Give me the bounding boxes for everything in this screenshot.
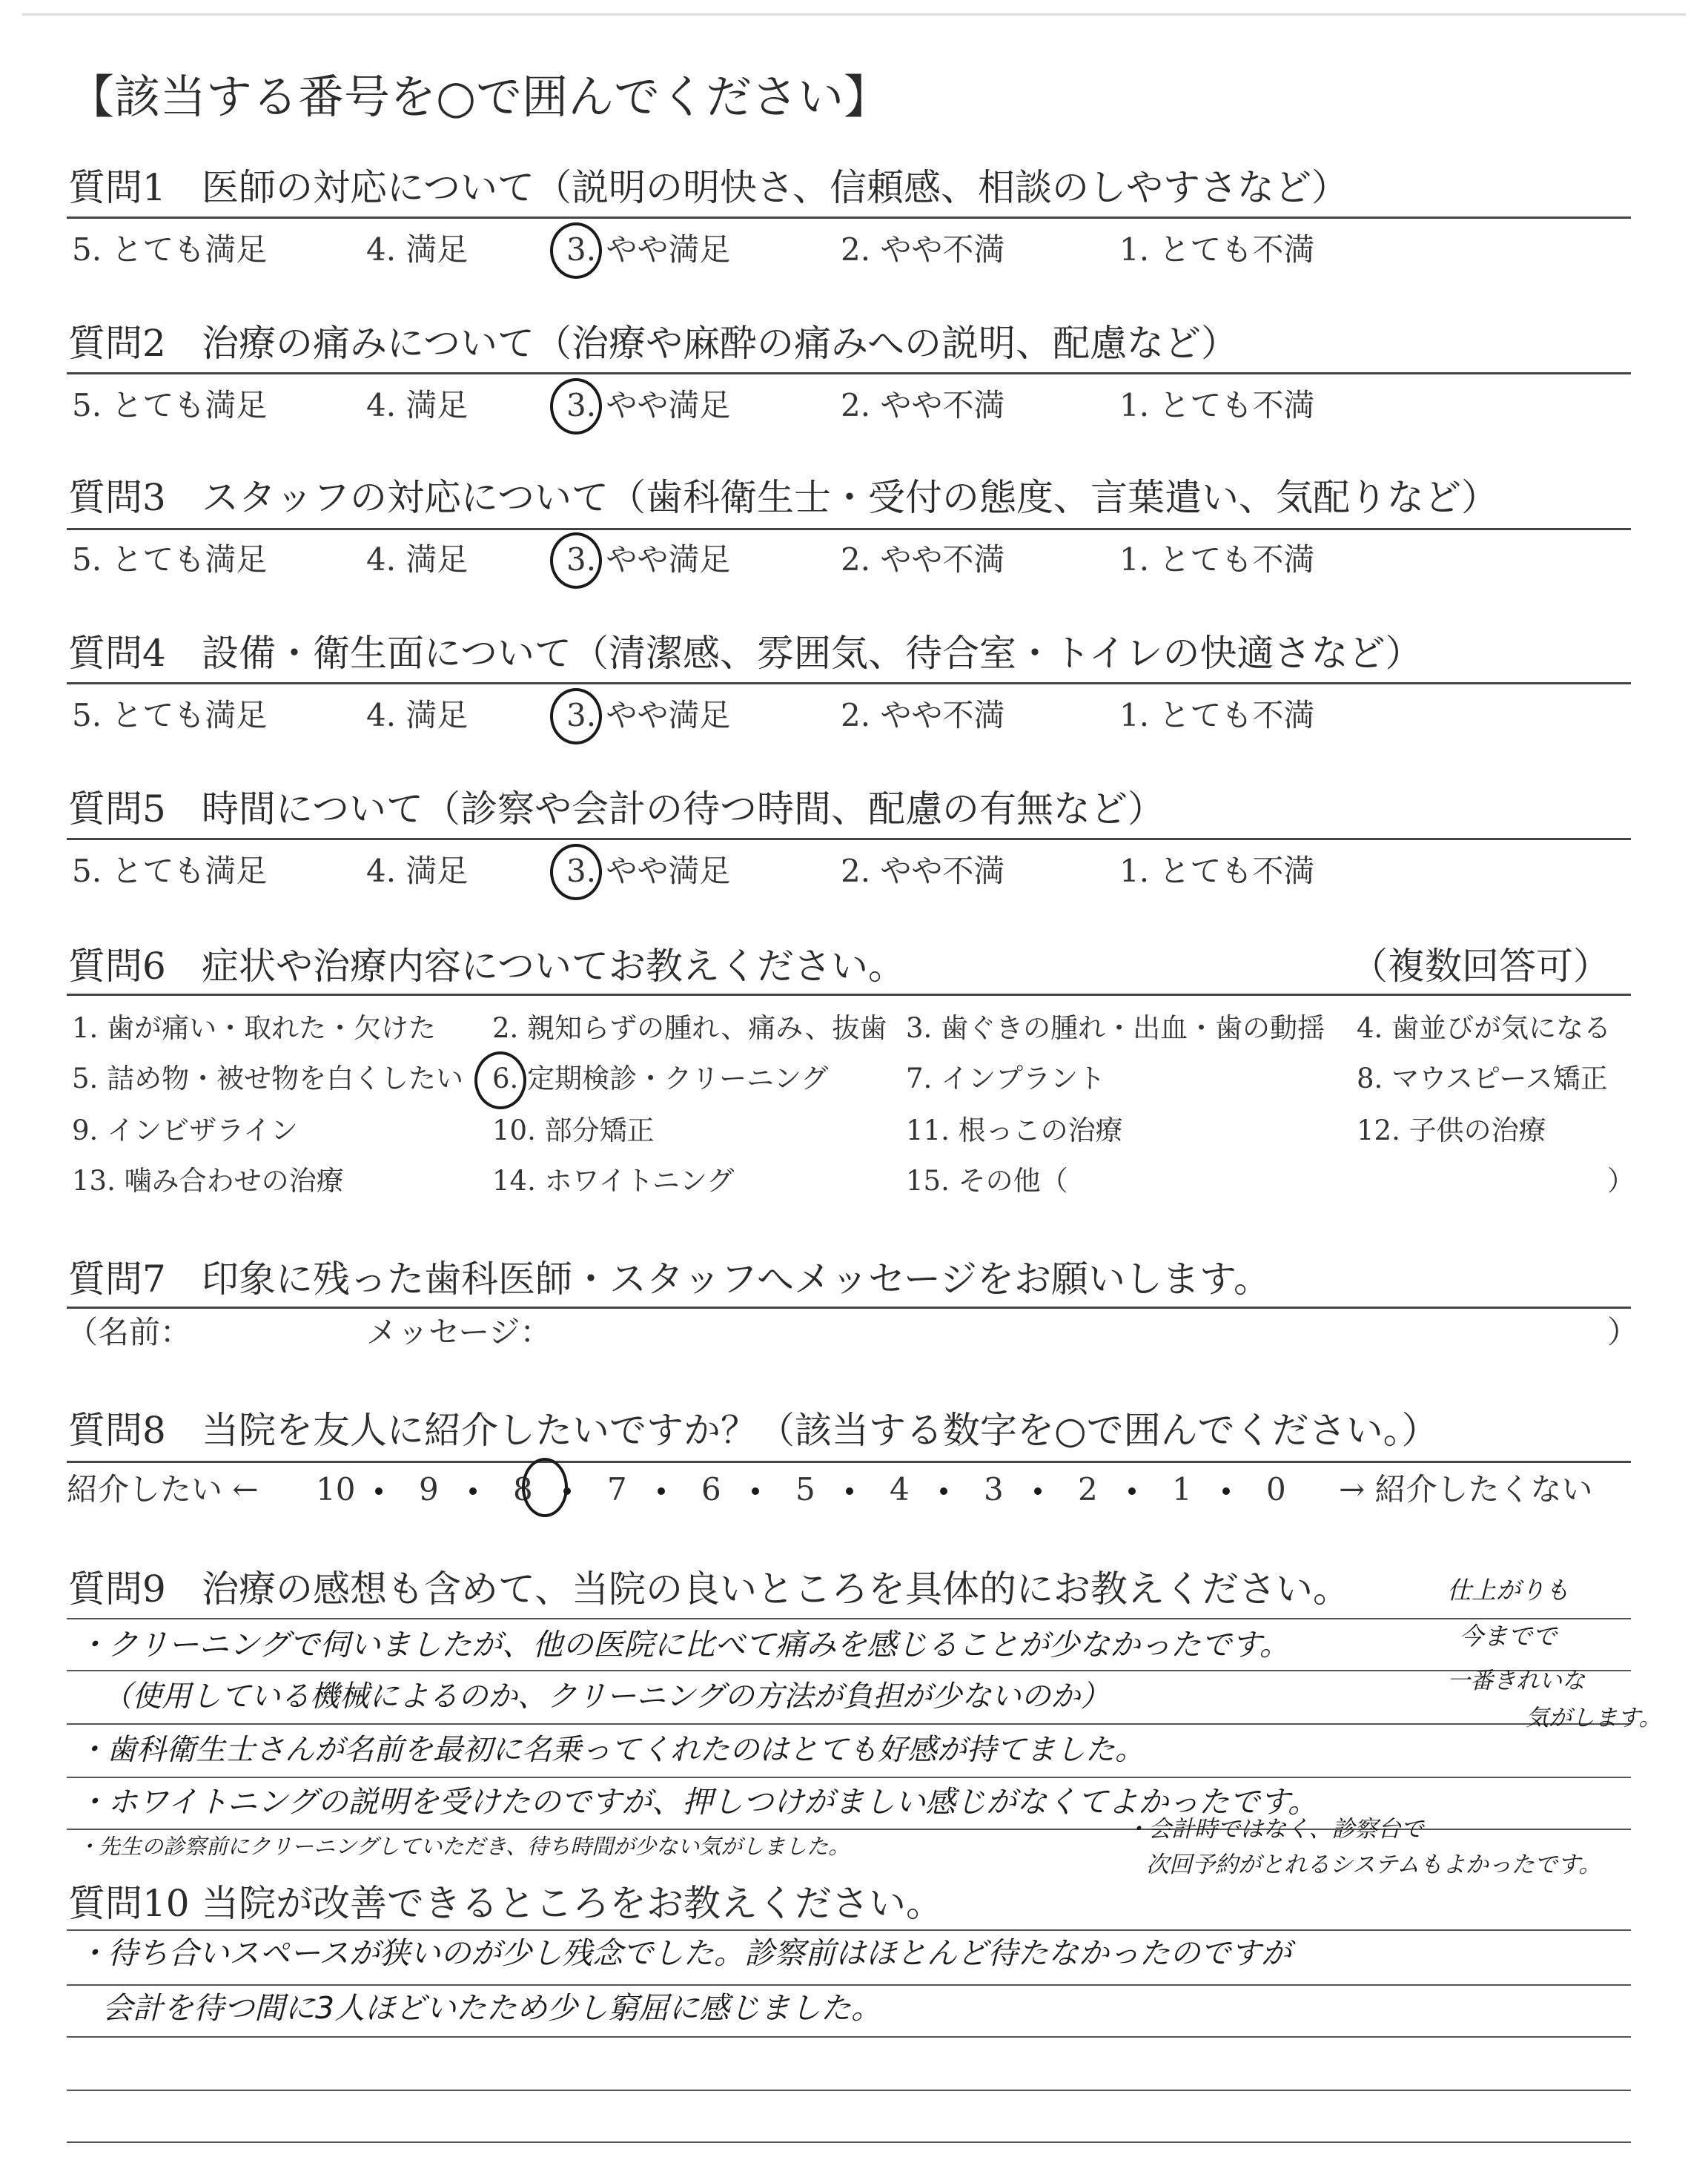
q8-scale-separator	[1034, 1487, 1042, 1495]
q2-opt-2[interactable]: 2. やや不満	[841, 387, 1005, 423]
q1-label: 質問1	[68, 166, 166, 209]
q6-opt-8[interactable]: 8. マウスピース矯正	[1357, 1063, 1608, 1094]
q5-opt-1[interactable]: 1. とても不満	[1119, 853, 1315, 889]
q6-opt-10[interactable]: 10. 部分矯正	[492, 1114, 655, 1146]
q7-close-paren: ）	[1607, 1314, 1639, 1350]
q8-scale-value-6[interactable]: 6	[701, 1471, 721, 1507]
q9-side-note-1: 仕上がりも	[1447, 1576, 1569, 1605]
q8-scale-value-4[interactable]: 4	[890, 1471, 910, 1507]
q9-line-1	[67, 1618, 1631, 1619]
q1-opt-5[interactable]: 5. とても満足	[72, 231, 268, 268]
q8-scale-value-1[interactable]: 1	[1172, 1471, 1192, 1507]
q9-answer-1: ・クリーニングで伺いましたが、他の医院に比べて痛みを感じることが少なかったです。	[77, 1627, 1290, 1662]
q6-opt-1[interactable]: 1. 歯が痛い・取れた・欠けた	[72, 1012, 437, 1044]
q10-line-1	[67, 1929, 1631, 1931]
q9-line-3	[67, 1723, 1631, 1725]
q2-opt-5[interactable]: 5. とても満足	[72, 387, 268, 423]
q6-opt-14[interactable]: 14. ホワイトニング	[492, 1165, 735, 1197]
q1-answer-circle	[550, 222, 602, 279]
q8-scale-value-3[interactable]: 3	[984, 1471, 1004, 1507]
q5-opt-5[interactable]: 5. とても満足	[72, 853, 268, 889]
q8-scale-value-10[interactable]: 10	[316, 1471, 356, 1507]
q8-scale-separator	[658, 1487, 665, 1495]
q3-opt-1[interactable]: 1. とても不満	[1119, 541, 1315, 578]
q3-rule	[67, 528, 1631, 530]
q5-rule	[67, 838, 1631, 840]
q6-opt-2[interactable]: 2. 親知らずの腫れ、痛み、抜歯	[492, 1012, 887, 1044]
q8-answer-circle	[522, 1458, 568, 1517]
q6-text: 症状や治療内容についてお教えください。	[202, 945, 905, 988]
q3-opt-3[interactable]: 3. やや満足	[566, 541, 731, 578]
q10-text: 当院が改善できるところをお教えください。	[202, 1882, 943, 1925]
q5-answer-circle	[550, 844, 602, 900]
q4-rule	[67, 682, 1631, 684]
q8-scale-separator	[1222, 1487, 1230, 1495]
q9-answer-3: ・歯科衛生士さんが名前を最初に名乗ってくれたのはとても好感が持てました。	[77, 1733, 1145, 1767]
q9-side-note-2: 今までで	[1459, 1622, 1557, 1651]
q8-scale-value-5[interactable]: 5	[795, 1471, 815, 1507]
q10-answer-1: ・待ち合いスペースが狭いのが少し残念でした。診察前はほとんど待たなかったのですが	[77, 1935, 1291, 1971]
q10-line-3	[67, 2036, 1631, 2038]
page-title: 【該当する番号を○で囲んでください】	[68, 70, 890, 124]
q8-scale-separator	[375, 1487, 383, 1495]
q8-text: 当院を友人に紹介したいですか？（該当する数字を○で囲んでください。）	[202, 1409, 1439, 1452]
q3-answer-circle	[550, 532, 602, 589]
q6-opt-4[interactable]: 4. 歯並びが気になる	[1357, 1012, 1612, 1044]
q6-opt-5[interactable]: 5. 詰め物・被せ物を白くしたい	[72, 1063, 464, 1094]
q5-opt-2[interactable]: 2. やや不満	[841, 853, 1005, 889]
q5-label: 質問5	[68, 787, 166, 830]
q6-opt-15[interactable]: 15. その他（	[906, 1165, 1068, 1197]
q2-answer-circle	[550, 378, 602, 435]
q8-scale-separator	[469, 1487, 477, 1495]
q10-line-2	[67, 1984, 1631, 1986]
q8-scale-value-9[interactable]: 9	[419, 1471, 439, 1507]
q9-label: 質問9	[68, 1568, 166, 1611]
q6-rule	[67, 994, 1631, 996]
q2-label: 質問2	[68, 322, 166, 365]
q6-answer-circle	[474, 1051, 526, 1109]
q9-side-note-4: 気がします。	[1526, 1705, 1662, 1731]
q4-opt-2[interactable]: 2. やや不満	[841, 697, 1005, 733]
q2-opt-1[interactable]: 1. とても不満	[1119, 387, 1315, 423]
q6-opt-9[interactable]: 9. インビザライン	[72, 1114, 298, 1146]
q3-label: 質問3	[68, 476, 166, 519]
q8-scale-value-2[interactable]: 2	[1078, 1471, 1098, 1507]
q5-text: 時間について（診察や会計の待つ時間、配慮の有無など）	[202, 787, 1165, 830]
q7-rule	[67, 1307, 1631, 1309]
q10-answer-2: 会計を待つ間に3人ほどいたため少し窮屈に感じました。	[102, 1990, 882, 2026]
q7-label: 質問7	[68, 1258, 166, 1301]
q9-extra-note-1: ・会計時ではなく、診察台で	[1125, 1816, 1424, 1843]
q3-opt-4[interactable]: 4. 満足	[366, 541, 469, 578]
q10-line-4	[67, 2090, 1631, 2091]
q8-right-label: → 紹介したくない	[1339, 1471, 1593, 1507]
q8-scale-value-7[interactable]: 7	[607, 1471, 627, 1507]
q6-other-close: ）	[1607, 1165, 1635, 1197]
q10-line-5	[67, 2141, 1631, 2143]
q1-text: 医師の対応について（説明の明快さ、信頼感、相談のしやすさなど）	[202, 166, 1348, 209]
q4-opt-4[interactable]: 4. 満足	[366, 697, 469, 733]
q9-answer-5: ・先生の診察前にクリーニングしていただき、待ち時間が少ない気がしました。	[77, 1834, 850, 1859]
q6-label: 質問6	[68, 945, 166, 988]
q2-rule	[67, 372, 1631, 374]
q4-opt-1[interactable]: 1. とても不満	[1119, 697, 1315, 733]
q4-opt-5[interactable]: 5. とても満足	[72, 697, 268, 733]
q9-answer-4: ・ホワイトニングの説明を受けたのですが、押しつけがましい感じがなくてよかったです。	[77, 1784, 1319, 1820]
q2-opt-4[interactable]: 4. 満足	[366, 387, 469, 423]
q6-opt-12[interactable]: 12. 子供の治療	[1357, 1114, 1546, 1146]
q4-opt-3[interactable]: 3. やや満足	[566, 697, 731, 733]
q9-line-2	[67, 1670, 1631, 1671]
q6-opt-3[interactable]: 3. 歯ぐきの腫れ・出血・歯の動揺	[906, 1012, 1325, 1044]
q6-opt-13[interactable]: 13. 噛み合わせの治療	[72, 1165, 344, 1197]
q8-left-label: 紹介したい ←	[67, 1471, 259, 1507]
q9-extra-note-2: 次回予約がとれるシステムもよかったです。	[1146, 1852, 1602, 1878]
q3-opt-5[interactable]: 5. とても満足	[72, 541, 268, 578]
q8-scale-separator	[752, 1487, 759, 1495]
q9-side-note-3: 一番きれいな	[1447, 1668, 1585, 1694]
q8-scale-separator	[1128, 1487, 1136, 1495]
q7-message-label: メッセージ：	[366, 1314, 552, 1350]
q8-scale-separator	[940, 1487, 947, 1495]
q5-opt-3[interactable]: 3. やや満足	[566, 853, 731, 889]
q4-answer-circle	[550, 688, 602, 744]
q3-text: スタッフの対応について（歯科衛生士・受付の態度、言葉遣い、気配りなど）	[202, 476, 1498, 519]
q8-scale-separator	[846, 1487, 853, 1495]
q8-scale-value-8[interactable]: 8	[513, 1471, 533, 1507]
q4-label: 質問4	[68, 632, 166, 675]
q6-opt-6[interactable]: 6. 定期検診・クリーニング	[492, 1063, 829, 1094]
q4-text: 設備・衛生面について（清潔感、雰囲気、待合室・トイレの快適さなど）	[202, 632, 1423, 675]
q9-answer-2: （使用している機械によるのか、クリーニングの方法が負担が少ないのか）	[102, 1680, 1110, 1714]
q2-text: 治療の痛みについて（治療や麻酔の痛みへの説明、配慮など）	[202, 322, 1238, 365]
q9-text: 治療の感想も含めて、当院の良いところを具体的にお教えください。	[202, 1568, 1350, 1611]
q7-name-label: （名前：	[67, 1314, 192, 1350]
q8-label: 質問8	[68, 1409, 166, 1452]
q7-text: 印象に残った歯科医師・スタッフへメッセージをお願いします。	[202, 1258, 1271, 1301]
q6-note: （複数回答可）	[1351, 945, 1610, 988]
q8-scale-value-0[interactable]: 0	[1266, 1471, 1286, 1507]
q6-opt-7[interactable]: 7. インプラント	[906, 1063, 1106, 1094]
q5-opt-4[interactable]: 4. 満足	[366, 853, 469, 889]
q3-opt-2[interactable]: 2. やや不満	[841, 541, 1005, 578]
q6-opt-11[interactable]: 11. 根っこの治療	[906, 1114, 1123, 1146]
q2-opt-3[interactable]: 3. やや満足	[566, 387, 731, 423]
q1-opt-3[interactable]: 3. やや満足	[566, 231, 731, 268]
q9-line-4	[67, 1777, 1631, 1778]
q1-opt-4[interactable]: 4. 満足	[366, 231, 469, 268]
q1-opt-2[interactable]: 2. やや不満	[841, 231, 1005, 268]
q1-opt-1[interactable]: 1. とても不満	[1119, 231, 1315, 268]
q1-rule	[67, 217, 1631, 219]
q10-label: 質問10	[68, 1882, 190, 1925]
q8-rule	[67, 1461, 1631, 1463]
scan-top-edge	[22, 13, 1686, 16]
